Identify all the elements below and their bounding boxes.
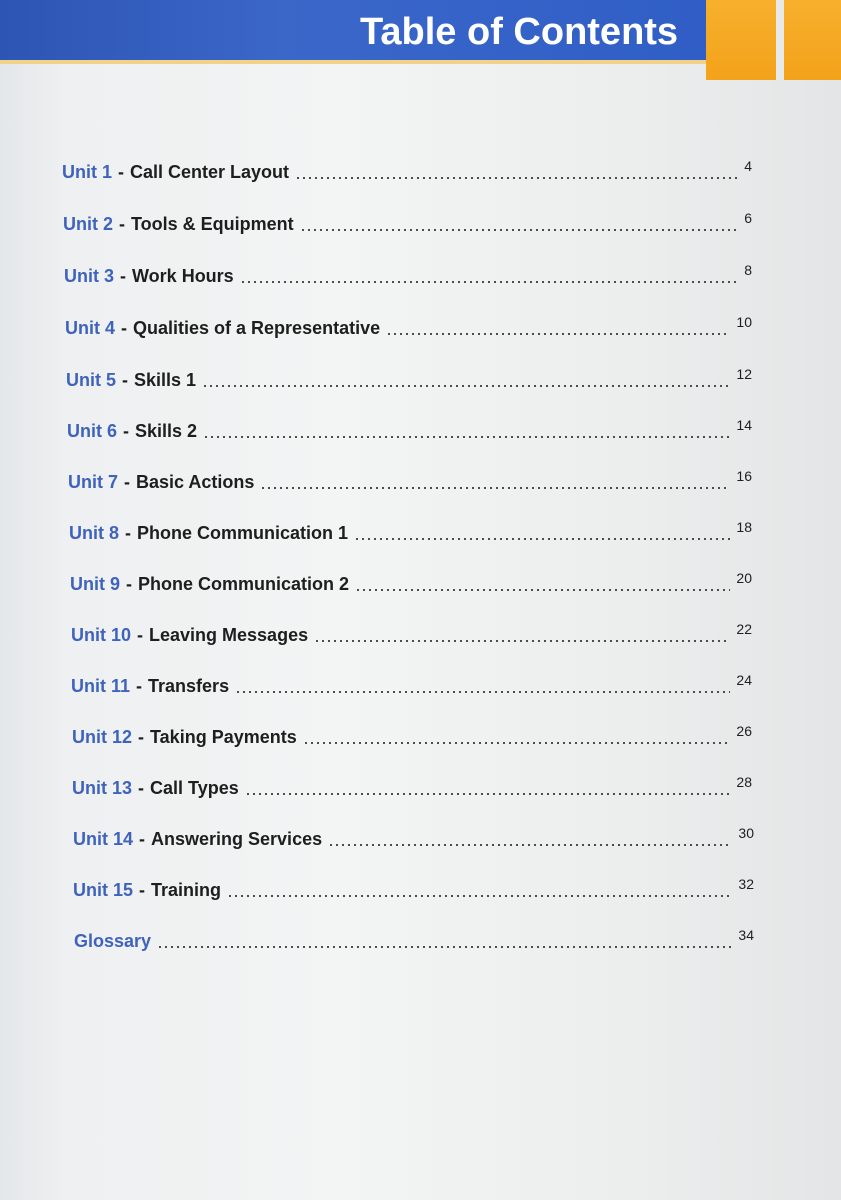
toc-entry-unit-8[interactable]	[69, 519, 752, 547]
separator: -	[122, 369, 129, 390]
unit-title: Transfers	[148, 675, 230, 696]
unit-number: Unit 2	[63, 213, 114, 234]
unit-title: Taking Payments	[150, 726, 297, 747]
unit-number: Unit 10	[71, 624, 132, 645]
toc-entry-unit-12[interactable]	[72, 723, 752, 751]
unit-title: Phone Communication 1	[137, 522, 349, 543]
separator: -	[118, 161, 125, 182]
dot-leader	[386, 332, 730, 336]
toc-entry-unit-2[interactable]	[63, 210, 752, 238]
page-title: Table of Contents	[360, 11, 679, 53]
dot-leader	[354, 537, 730, 541]
page-number: 22	[736, 621, 752, 637]
toc-entry-glossary[interactable]	[74, 927, 754, 955]
toc-entry-unit-3[interactable]	[64, 262, 752, 290]
unit-number: Unit 12	[72, 726, 133, 747]
unit-number: Unit 11	[71, 675, 131, 696]
toc-entry-unit-6[interactable]	[67, 417, 752, 445]
separator: -	[139, 828, 146, 849]
separator: -	[119, 213, 126, 234]
dot-leader	[245, 792, 731, 796]
toc-entry-unit-14[interactable]	[73, 825, 754, 853]
page-number: 4	[744, 158, 752, 174]
page-number: 10	[736, 314, 752, 330]
glossary-label: Glossary	[74, 930, 152, 951]
unit-title: Leaving Messages	[149, 624, 309, 645]
dot-leader	[203, 435, 730, 439]
unit-number: Unit 3	[64, 265, 115, 286]
unit-title: Tools & Equipment	[131, 213, 294, 234]
unit-title: Skills 2	[135, 420, 198, 441]
page-number: 6	[744, 210, 752, 226]
dot-leader	[355, 588, 730, 592]
separator: -	[121, 317, 128, 338]
dot-leader	[235, 690, 730, 694]
toc-entry-unit-9[interactable]	[70, 570, 752, 598]
separator: -	[125, 522, 132, 543]
unit-number: Unit 8	[69, 522, 120, 543]
toc-entry-unit-15[interactable]	[73, 876, 754, 904]
separator: -	[138, 777, 145, 798]
dot-leader	[295, 176, 738, 180]
dot-leader	[314, 639, 730, 643]
separator: -	[123, 420, 130, 441]
unit-title: Call Center Layout	[130, 161, 290, 182]
toc-entry-unit-1[interactable]	[62, 158, 752, 186]
page-number: 18	[736, 519, 752, 535]
dot-leader	[240, 280, 739, 284]
unit-title: Training	[151, 879, 222, 900]
dot-leader	[157, 945, 732, 949]
unit-title: Qualities of a Representative	[133, 317, 381, 338]
page-number: 34	[738, 927, 754, 943]
unit-number: Unit 4	[65, 317, 116, 338]
unit-title: Work Hours	[132, 265, 234, 286]
dot-leader	[227, 894, 732, 898]
unit-number: Unit 14	[73, 828, 134, 849]
toc-entry-unit-10[interactable]	[71, 621, 752, 649]
page-number: 32	[738, 876, 754, 892]
dot-leader	[202, 384, 730, 388]
separator: -	[136, 675, 143, 696]
page-number: 16	[736, 468, 752, 484]
unit-title: Skills 1	[134, 369, 197, 390]
separator: -	[139, 879, 146, 900]
page-number: 8	[744, 262, 752, 278]
page-number: 24	[736, 672, 752, 688]
toc-entry-unit-7[interactable]	[68, 468, 752, 496]
toc-entry-unit-11[interactable]	[71, 672, 752, 700]
dot-leader	[303, 741, 731, 745]
page-number: 20	[736, 570, 752, 586]
unit-title: Answering Services	[151, 828, 323, 849]
separator: -	[138, 726, 145, 747]
unit-title: Call Types	[150, 777, 239, 798]
unit-number: Unit 9	[70, 573, 121, 594]
page-number: 30	[738, 825, 754, 841]
page-number: 14	[736, 417, 752, 433]
toc-entry-unit-4[interactable]	[65, 314, 752, 342]
unit-number: Unit 1	[62, 161, 113, 182]
page-number: 26	[736, 723, 752, 739]
dot-leader	[300, 228, 739, 232]
unit-number: Unit 7	[68, 471, 119, 492]
dot-leader	[260, 486, 730, 490]
unit-number: Unit 15	[73, 879, 134, 900]
dot-leader	[328, 843, 732, 847]
separator: -	[120, 265, 127, 286]
unit-number: Unit 13	[72, 777, 133, 798]
page-number: 12	[736, 366, 752, 382]
separator: -	[137, 624, 144, 645]
toc-entry-unit-5[interactable]	[66, 366, 752, 394]
unit-title: Basic Actions	[136, 471, 255, 492]
separator: -	[126, 573, 133, 594]
toc-entry-unit-13[interactable]	[72, 774, 752, 802]
separator: -	[124, 471, 131, 492]
unit-number: Unit 5	[66, 369, 117, 390]
unit-title: Phone Communication 2	[138, 573, 350, 594]
page-number: 28	[736, 774, 752, 790]
unit-number: Unit 6	[67, 420, 118, 441]
